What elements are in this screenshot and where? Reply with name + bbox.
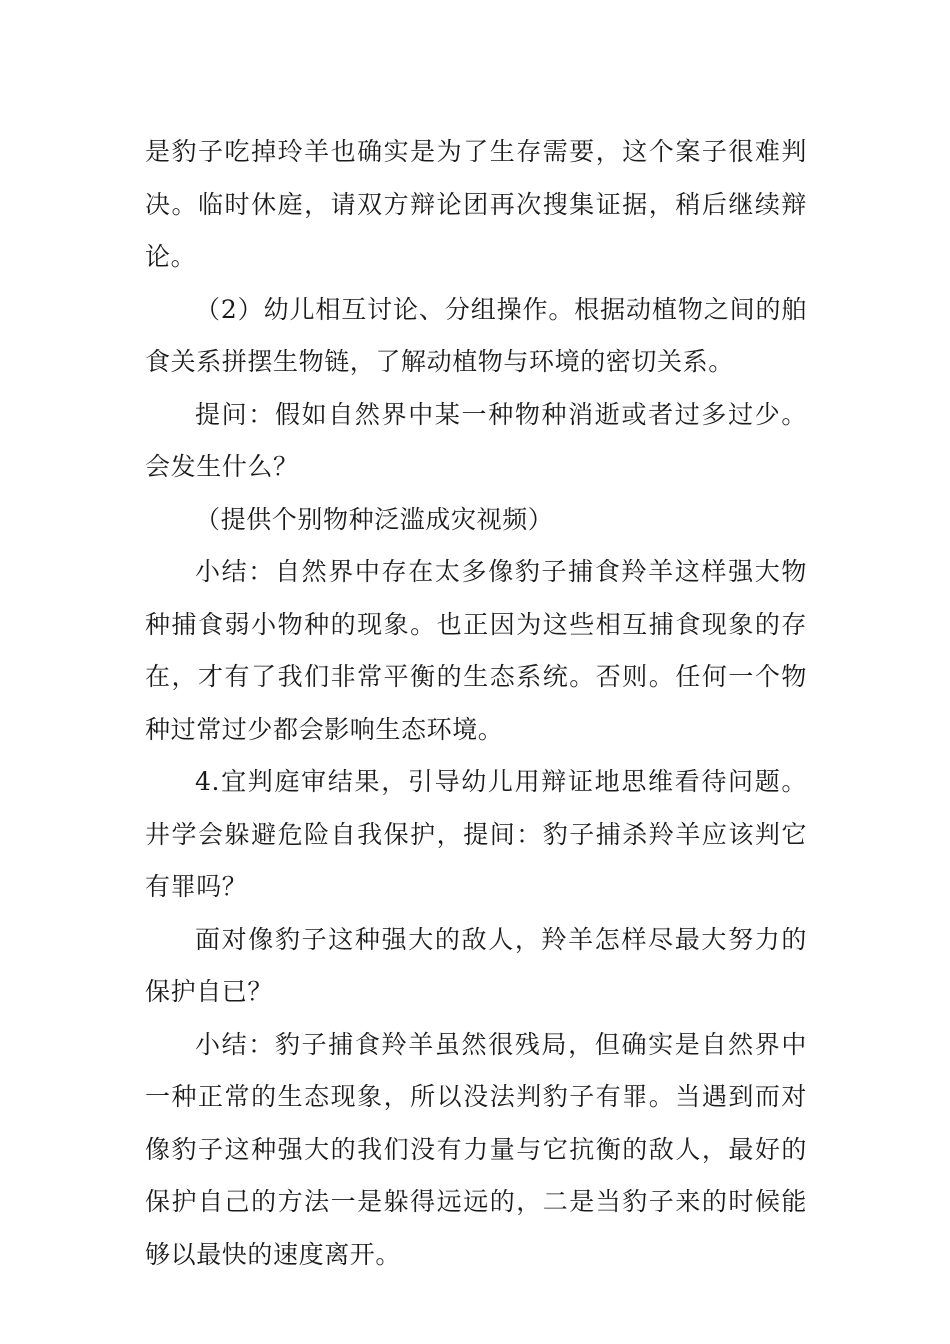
paragraph-question-2: 面对像豹子这种强大的敌人，羚羊怎样尽最大努力的保护自已？ xyxy=(145,924,807,1006)
paragraph-question: 提问：假如自然界中某一种物种消逝或者过多过少。会发生什么？ xyxy=(145,399,807,481)
document-body xyxy=(145,126,807,1281)
paragraph-summary-2: 小结：豹子捕食羚羊虽然很残局，但确实是自然界中一种正常的生态现象，所以没法判豹子有罪。当遇到而对像豹子这种强大的我们没有力量与它抗衡的敌人，最好的保护自己的方法一是躲得远远的，二是当豹子来的时候能够以最快的速度离开。 xyxy=(145,1029,807,1269)
paragraph-video-note: （提供个别物种泛滥成灾视频） xyxy=(195,504,554,534)
paragraph-continuation: 是豹子吃掉玲羊也确实是为了生存需要，这个案子很难判决。临时休庭，请双方辩论团再次搜集证据，稍后继续辩论。 xyxy=(145,137,807,271)
paragraph-group-activity: （2）幼儿相互讨论、分组操作。根据动植物之间的舶食关系拼摆生物链，了解动植物与环境的密切关系。 xyxy=(145,294,807,376)
paragraph-step-4: 4.宜判庭审结果，引导幼儿用辩证地思维看待问题。井学会躲避危险自我保护，提间：豹子捕杀羚羊应该判它有罪吗？ xyxy=(145,767,807,901)
paragraph-summary-1: 小结：自然界中存在太多像豹子捕食羚羊这样强大物种捕食弱小物种的现象。也正因为这些相互捕食现象的存在，才有了我们非常平衡的生态系统。否则。任何一个物种过常过少都会影响生态环境。 xyxy=(145,557,807,744)
